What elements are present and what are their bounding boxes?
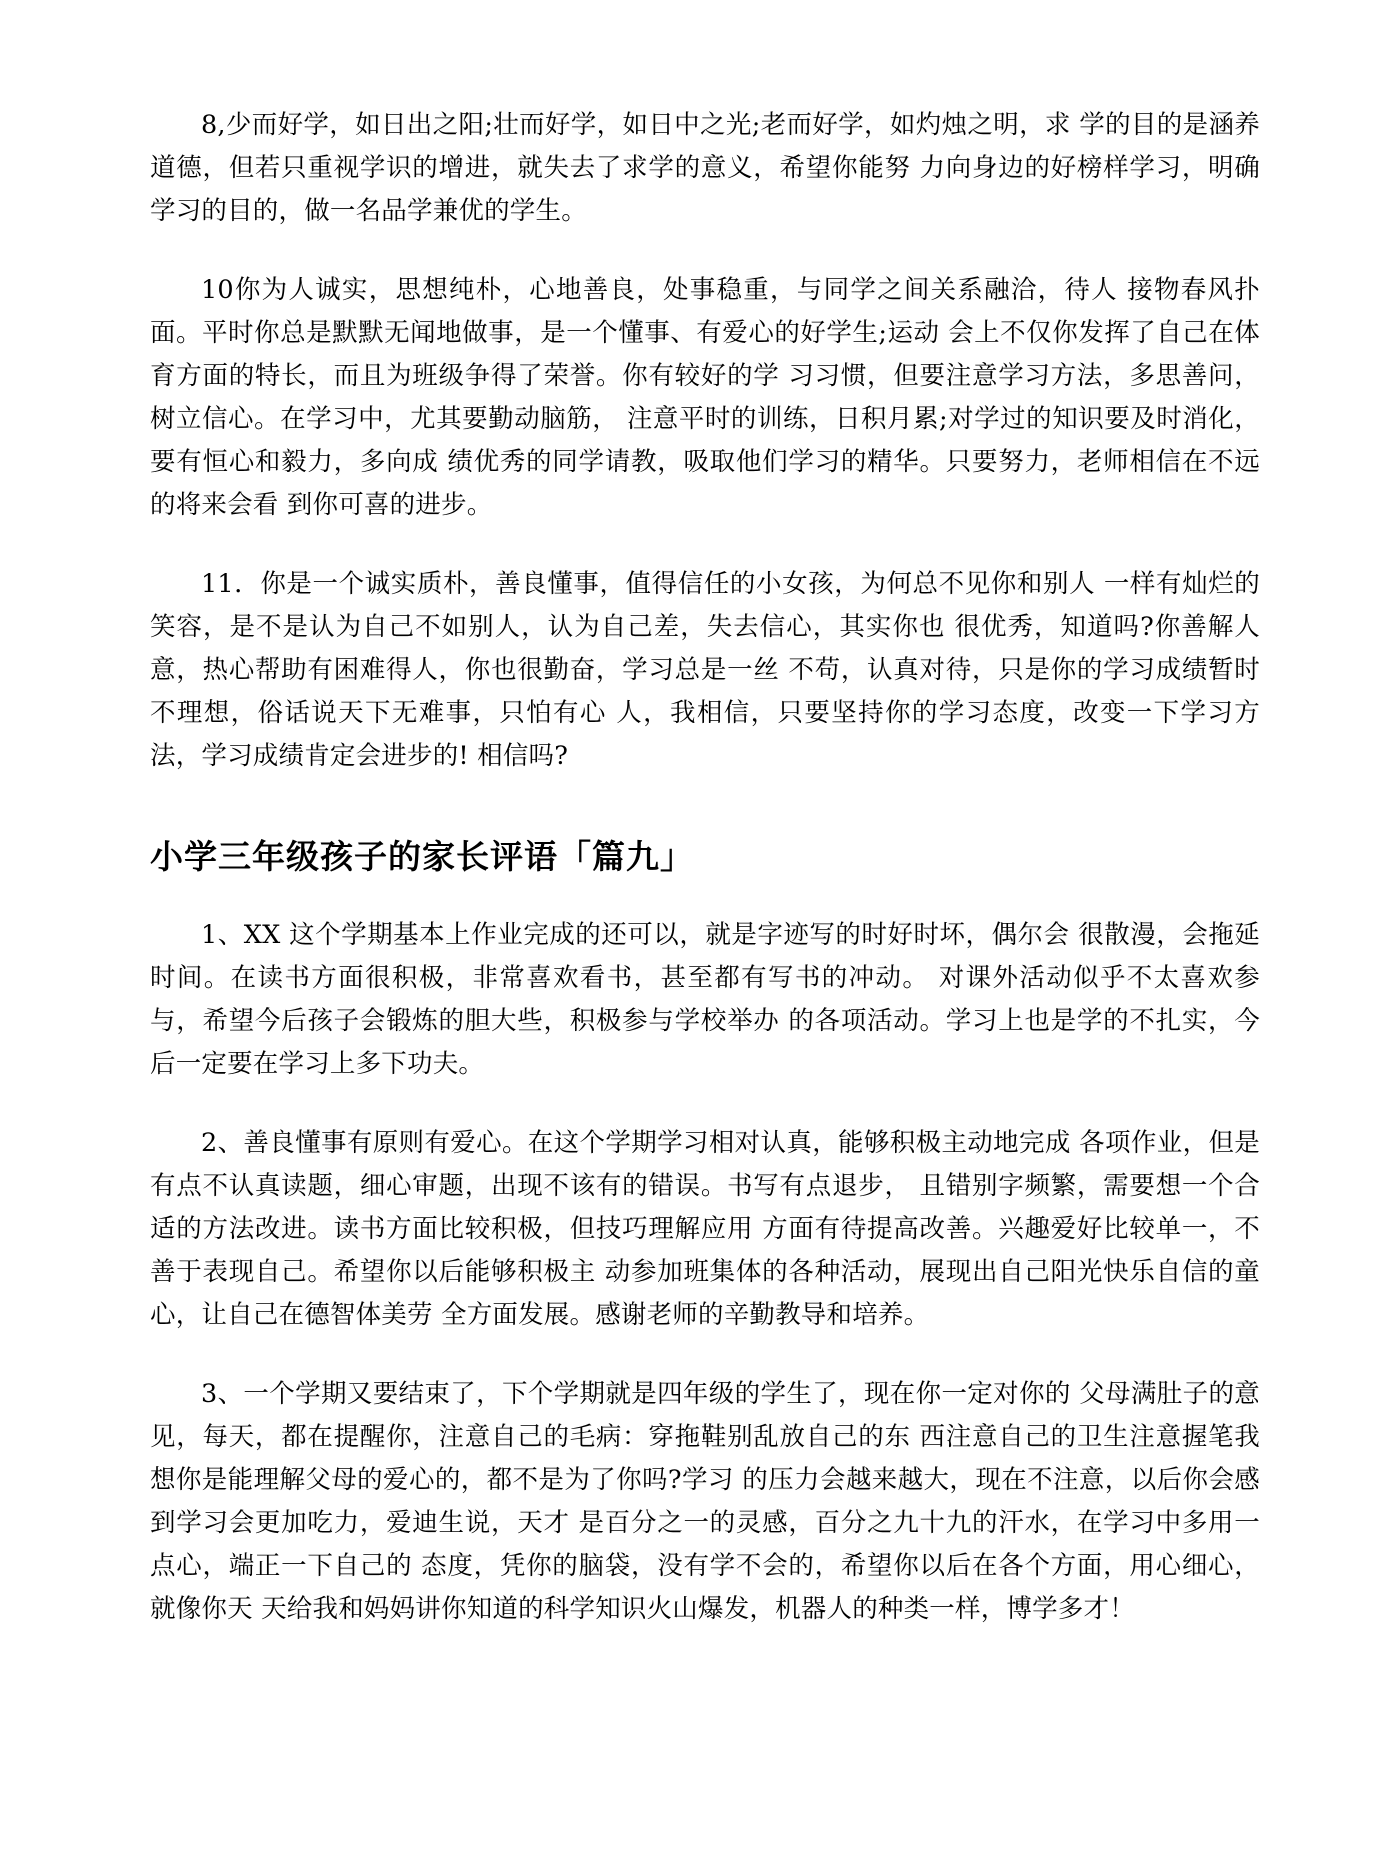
- paragraph-item-3: 3、一个学期又要结束了，下个学期就是四年级的学生了，现在你一定对你的 父母满肚子的意见，每天，都在提醒你，注意自己的毛病：穿拖鞋别乱放自己的东 西注意自己的卫生注意握笔我想你是能理解父母的爱心的，都不是为了你吗?学习 的压力会越来越大，现在不注意，以后你会感到学习会更加吃力，爱迪生说，天才 是百分之一的灵感，百分之九十九的汗水，在学习中多用一点心，端正一下自己的 态度，凭你的脑袋，没有学不会的，希望你以后在各个方面，用心细心，就像你天 天给我和妈妈讲你知道的科学知识火山爆发，机器人的种类一样，博学多才！: [150, 1379, 1260, 1624]
- paragraph-item-11: 11．你是一个诚实质朴，善良懂事，值得信任的小女孩，为何总不见你和别人 一样有灿烂的笑容，是不是认为自己不如别人，认为自己差，失去信心，其实你也 很优秀，知道吗?你善解人意，热心帮助有困难得人，你也很勤奋，学习总是一丝 不苟，认真对待，只是你的学习成绩暂时不理想，俗话说天下无难事，只怕有心 人，我相信，只要坚持你的学习态度，改变一下学习方法，学习成绩肯定会进步的! 相信吗?: [150, 569, 1260, 771]
- section-heading-pian-jiu: 小学三年级孩子的家长评语「篇九」: [150, 837, 694, 876]
- paragraph-item-2: 2、善良懂事有原则有爱心。在这个学期学习相对认真，能够积极主动地完成 各项作业，但是有点不认真读题，细心审题，出现不该有的错误。书写有点退步， 且错别字频繁，需要想一个合适的方法改进。读书方面比较积极，但技巧理解应用 方面有待提高改善。兴趣爱好比较单一，不善于表现自己。希望你以后能够积极主 动参加班集体的各种活动，展现出自己阳光快乐自信的童心，让自己在德智体美劳 全方面发展。感谢老师的辛勤教导和培养。: [150, 1128, 1260, 1330]
- paragraph-item-10: 10你为人诚实，思想纯朴，心地善良，处事稳重，与同学之间关系融洽，待人 接物春风扑面。平时你总是默默无闻地做事，是一个懂事、有爱心的好学生;运动 会上不仅你发挥了自己在体育方面的特长，而且为班级争得了荣誉。你有较好的学 习习惯，但要注意学习方法，多思善问，树立信心。在学习中，尤其要勤动脑筋， 注意平时的训练，日积月累;对学过的知识要及时消化，要有恒心和毅力，多向成 绩优秀的同学请教，吸取他们学习的精华。只要努力，老师相信在不远的将来会看 到你可喜的进步。: [150, 275, 1260, 520]
- paragraph-item-8: 8,少而好学，如日出之阳;壮而好学，如日中之光;老而好学，如灼烛之明，求 学的目的是涵养道德，但若只重视学识的增进，就失去了求学的意义，希望你能努 力向身边的好榜样学习，明确学习的目的，做一名品学兼优的学生。: [150, 110, 1260, 226]
- document-body: [150, 104, 1260, 1631]
- paragraph-item-1: 1、XX 这个学期基本上作业完成的还可以，就是字迹写的时好时坏，偶尔会 很散漫，会拖延时间。在读书方面很积极，非常喜欢看书，甚至都有写书的冲动。 对课外活动似乎不太喜欢参与，希望今后孩子会锻炼的胆大些，积极参与学校举办 的各项活动。学习上也是学的不扎实，今后一定要在学习上多下功夫。: [150, 920, 1260, 1079]
